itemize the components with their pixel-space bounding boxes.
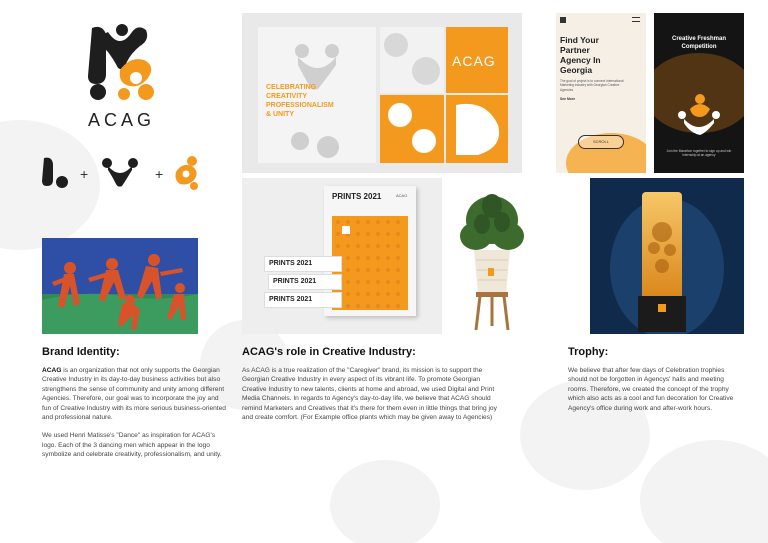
- trophy-logo-icon: [658, 304, 666, 312]
- dancers-icon: [676, 91, 722, 137]
- menu-icon[interactable]: [632, 17, 640, 22]
- trophy-image: [590, 178, 744, 334]
- book-spine: [264, 256, 342, 272]
- book-spine: [264, 292, 342, 308]
- background-shape: [330, 460, 440, 543]
- logo-wordmark: ACAG: [88, 110, 156, 130]
- poster-headline-line: PROFESSIONALISM: [266, 102, 334, 109]
- role-heading: ACAG's role in Creative Industry:: [242, 346, 416, 358]
- brand-identity-paragraph-2: We used Henri Matisse's "Dance" as inspiration for ACAG's logo. Each of the 3 dancing men which appear in the logo symbolize and celebrate creativity, professionalism, and unity.: [42, 432, 222, 459]
- brand-identity-text: is an organization that not only supports the Georgian Creative Industry in its day-to-day business activities but also strengthens the sense of community and unity among different Agencies. Therefore, our goal was to incorporate the joy and fun of Creative Industry with its more serious business-oriented and professional nature.: [42, 367, 226, 422]
- poster-tile-orange: [446, 95, 508, 163]
- poster-left: [258, 27, 376, 163]
- trophy-base: [638, 296, 686, 332]
- plus-sign: +: [80, 166, 89, 182]
- brand-identity-paragraph: [42, 366, 228, 422]
- trophy-section: [568, 346, 742, 413]
- phone-screen-competition: [654, 13, 744, 173]
- brand-identity-section: [42, 346, 228, 460]
- phone1-title-line: Georgia: [560, 65, 593, 75]
- dancer-black-2-icon: [102, 158, 138, 188]
- book-spine-label: PRINTS 2021: [269, 296, 313, 303]
- trophy-heading: Trophy:: [568, 346, 609, 358]
- background-shape: [640, 440, 768, 543]
- phone-screen-partner: [556, 13, 646, 173]
- trophy-glass: [642, 192, 682, 300]
- book-brand: ACAG: [396, 193, 408, 198]
- brand-name-strong: ACAG: [42, 367, 62, 374]
- poster-tile: [380, 27, 444, 93]
- scroll-button[interactable]: SCROLL: [578, 135, 624, 149]
- book-pattern: [332, 216, 408, 310]
- poster-headline-line: & UNITY: [266, 111, 294, 118]
- phone1-title-line: Agency In: [560, 55, 601, 65]
- poster-tile-word: ACAG: [452, 53, 496, 69]
- dancer-black-1-icon: [42, 156, 70, 190]
- office-plant-image: [456, 190, 528, 334]
- dancer-orange-icon: [172, 156, 200, 190]
- phone1-body: The goal of project is to connect International Marketing industry with Georgian Creative Agencies: [560, 79, 624, 92]
- book-title: PRINTS 2021: [332, 192, 382, 201]
- book-spine: [268, 274, 342, 290]
- book-spine-label: PRINTS 2021: [273, 278, 317, 285]
- brand-identity-heading: Brand Identity:: [42, 346, 120, 358]
- poster-mockup: [242, 13, 522, 173]
- book-mockup: [242, 178, 442, 334]
- app-logo-icon: [560, 17, 566, 23]
- trophy-paragraph: We believe that after few days of Celebration trophies should not be forgotten in Agencys' halls and meeting rooms. Therefore, we created the concept of the trophy which also acts as a cool and fun decoration for Creative Agency's office during work and after-work hours.: [568, 367, 734, 412]
- book-spine-label: PRINTS 2021: [269, 260, 313, 267]
- phone1-link[interactable]: See More: [560, 97, 576, 101]
- matisse-dance-painting: [42, 238, 198, 334]
- role-section: [242, 346, 504, 422]
- plus-sign: +: [155, 166, 164, 182]
- poster-tile-orange: [380, 95, 444, 163]
- poster-headline-line: CELEBRATING: [266, 84, 317, 91]
- phone2-body: Join the Marathon together to sign up and win internship at an agency: [666, 149, 732, 158]
- poster-headline-line: CREATIVITY: [266, 93, 308, 100]
- phone1-title-line: Find Your: [560, 35, 599, 45]
- poster-tile-orange: [446, 27, 508, 93]
- role-paragraph: As ACAG is a true realization of the "Caregiver" brand, its mission is to support the Georgian Creative Industry in every aspect of its vibrant life. To promote Georgian Creative Industry to new talents, clients at home and abroad, we used Digital and Print Media Channels. In regards to Agency's day-to-day life, we believe that ACAG should remind Marketers and Creatives that it's there for them even in little things that bring joy and create comfort. (For Example office plants which may be given away to Agencies): [242, 367, 497, 422]
- phone2-title-line: Creative Freshman: [671, 36, 727, 42]
- acag-logo-mark: [86, 22, 158, 104]
- phone2-title-line: Competition: [681, 44, 717, 50]
- phone1-title-line: Partner: [560, 45, 590, 55]
